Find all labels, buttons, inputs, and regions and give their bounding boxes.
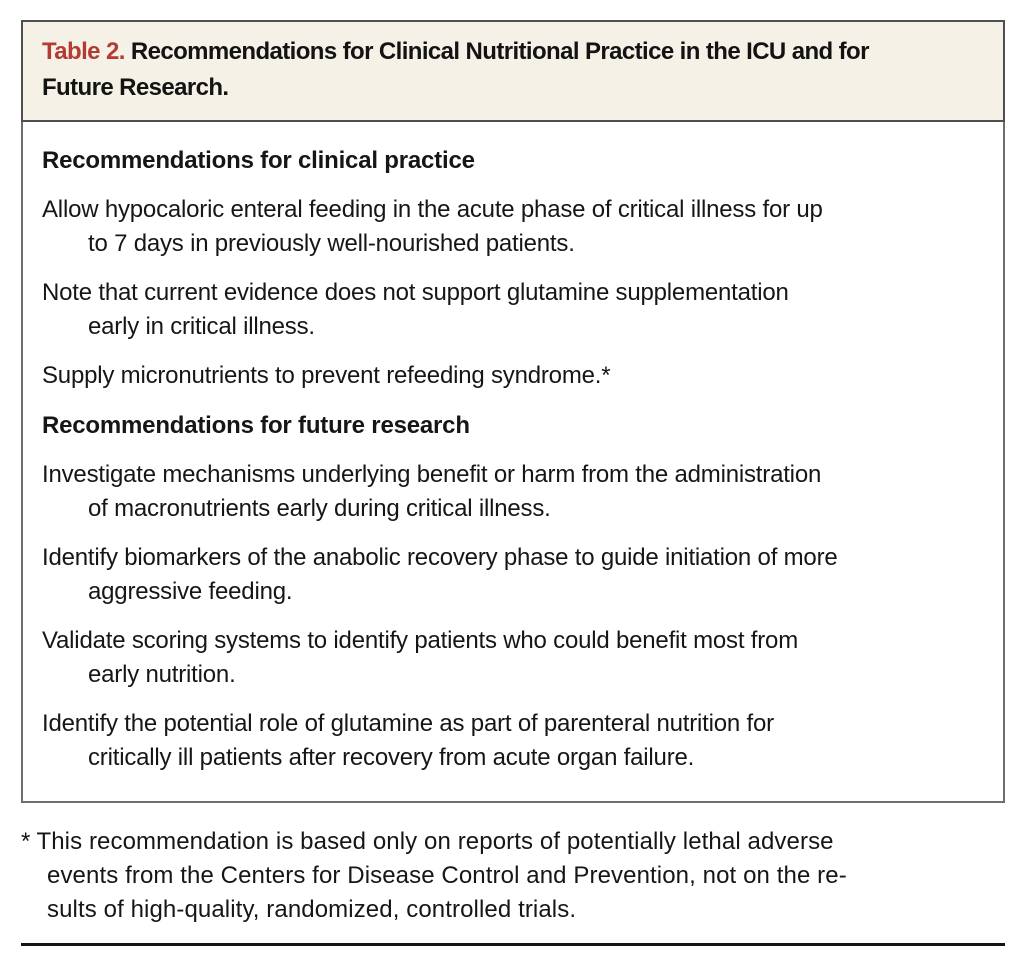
- recommendation-item: Supply micronutrients to prevent refeeding syndrome.*: [42, 362, 611, 389]
- footnote-text: This recommendation is based only on reports of potentially lethal adverse events from the Centers for Disease Control and Prevention, not on the re- sults of high-quality, randomized, controlled trials.: [36, 828, 847, 923]
- recommendation-item: Investigate mechanisms underlying benefit or harm from the administration of macronutrients early during critical illness.: [42, 461, 822, 522]
- recommendation-item: Allow hypocaloric enteral feeding in the acute phase of critical illness for up to 7 days in previously well-nourished patients.: [42, 196, 823, 257]
- recommendation-item: Validate scoring systems to identify patients who could benefit most from early nutrition.: [42, 627, 798, 688]
- footnote: [21, 825, 1005, 927]
- recommendation-item: Identify the potential role of glutamine as part of parenteral nutrition for critically ill patients after recovery from acute organ failure.: [42, 710, 774, 771]
- table-2: [21, 20, 1005, 803]
- recommendation-item: Identify biomarkers of the anabolic recovery phase to guide initiation of more aggressive feeding.: [42, 544, 838, 605]
- table-body: [21, 122, 1005, 803]
- bottom-rule: [21, 943, 1005, 946]
- table-title: Recommendations for Clinical Nutritional Practice in the ICU and for Future Research.: [42, 38, 869, 101]
- recommendation-item: Note that current evidence does not support glutamine supplementation early in critical illness.: [42, 279, 789, 340]
- footnote-asterisk: *: [21, 828, 31, 855]
- section-heading-clinical-practice: Recommendations for clinical practice: [42, 147, 475, 174]
- table-header: [21, 20, 1005, 122]
- table-label: Table 2.: [42, 38, 125, 65]
- section-heading-future-research: Recommendations for future research: [42, 412, 470, 439]
